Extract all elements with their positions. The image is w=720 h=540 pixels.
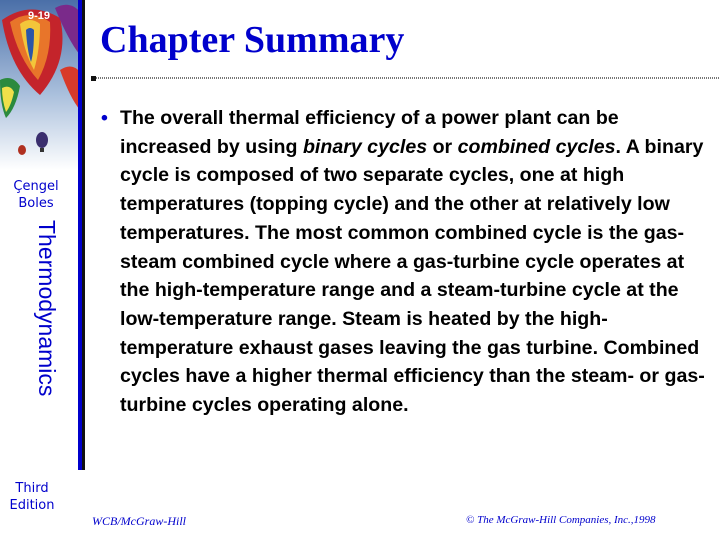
hot-air-balloons-image bbox=[0, 0, 80, 170]
title-underline bbox=[96, 77, 720, 79]
edition-line: Third bbox=[15, 481, 49, 496]
bullet-text bbox=[120, 104, 705, 420]
authors bbox=[2, 178, 70, 212]
sidebar bbox=[0, 0, 80, 540]
emphasis-combined-cycles: combined cycles bbox=[457, 135, 616, 158]
sidebar-divider-shadow bbox=[82, 0, 85, 470]
author-name: Boles bbox=[18, 196, 54, 211]
footer-publisher: WCB/McGraw-Hill bbox=[92, 514, 186, 528]
book-title-text: Thermodynamics bbox=[34, 220, 60, 397]
text-run: or bbox=[427, 135, 458, 158]
summary-paragraph bbox=[101, 104, 705, 420]
book-title bbox=[34, 220, 60, 438]
emphasis-binary-cycles: binary cycles bbox=[302, 135, 428, 158]
slide-title: Chapter Summary bbox=[100, 19, 405, 61]
author-name: Çengel bbox=[13, 179, 59, 194]
slide-number: 9-19 bbox=[27, 10, 51, 22]
bullet-marker: • bbox=[101, 107, 108, 129]
edition-line: Edition bbox=[9, 498, 55, 513]
edition-label bbox=[0, 480, 64, 514]
text-run: . A binary cycle is composed of two separate cycles, one at high temperatures (topping cycle) and the other at relatively low temperatures. The most common combined cycle is the gas-steam combined cycle where a gas-turbine cycle operates at the high-temperature range and a steam-turbine cycle at the low-temperature range. Steam is heated by the high-temperature exhaust gases leaving the gas turbine. Combined cycles have a higher thermal efficiency than the steam- or gas-turbine cycles operating alone. bbox=[120, 135, 705, 417]
text-run: The overall thermal efficiency of a power plant can be increased by using bbox=[120, 107, 619, 158]
footer-copyright: © The McGraw-Hill Companies, Inc.,1998 bbox=[466, 514, 656, 526]
